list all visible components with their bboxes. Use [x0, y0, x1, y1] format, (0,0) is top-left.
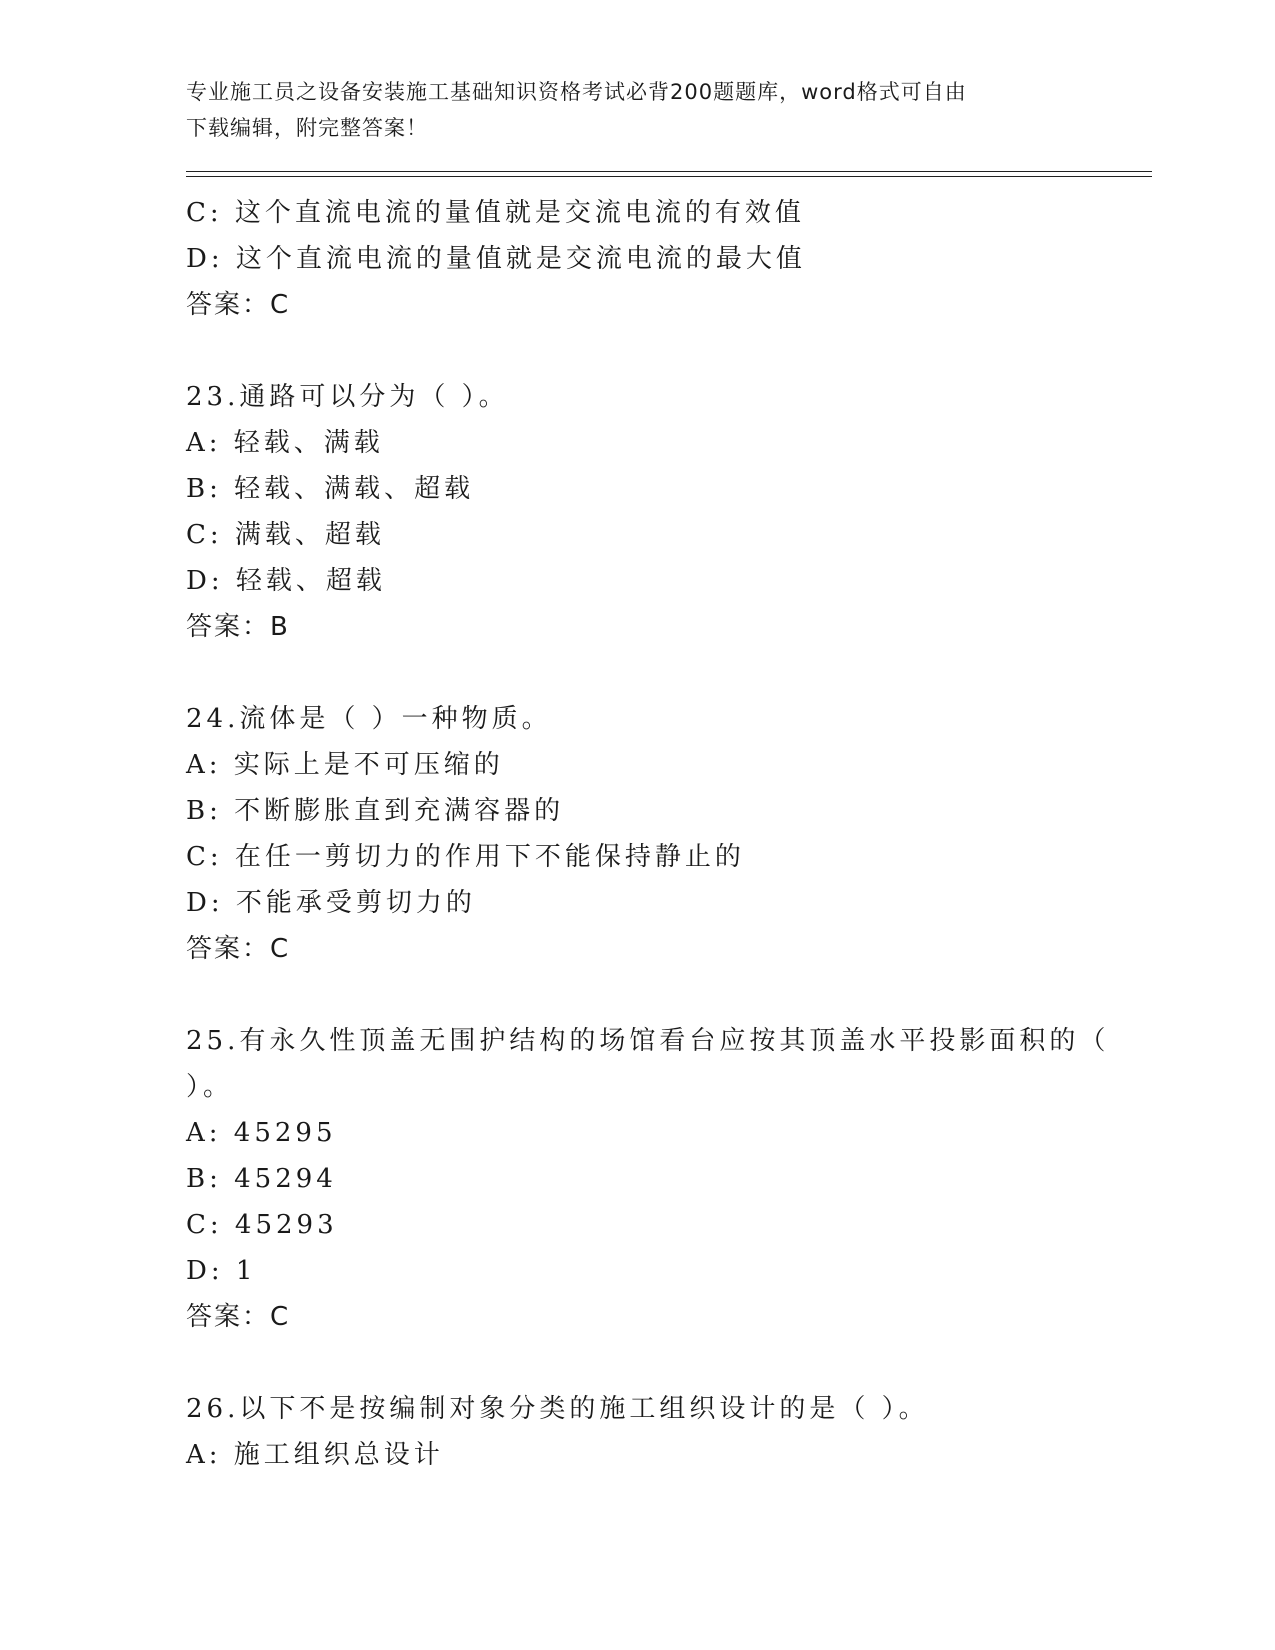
option-a: A: 45295 — [186, 1118, 337, 1148]
question-block-22 — [186, 190, 1146, 328]
option-b: B: 45294 — [186, 1164, 337, 1194]
option-d: D: 这个直流电流的量值就是交流电流的最大值 — [186, 244, 806, 274]
question-spacer — [186, 328, 1146, 374]
question-block-23 — [186, 374, 1146, 650]
answer-line: 答案：C — [186, 1302, 291, 1332]
question-text-line1: 25.有永久性顶盖无围护结构的场馆看台应按其顶盖水平投影面积的（ — [186, 1026, 1110, 1056]
answer-line: 答案：B — [186, 612, 290, 642]
option-a: A: 实际上是不可压缩的 — [186, 750, 504, 780]
option-a: A: 施工组织总设计 — [186, 1440, 444, 1470]
document-header — [186, 74, 1066, 146]
answer-line: 答案：C — [186, 290, 291, 320]
question-block-24 — [186, 696, 1146, 972]
option-c: C: 满载、超载 — [186, 520, 385, 550]
answer-line: 答案：C — [186, 934, 291, 964]
question-block-26 — [186, 1386, 1146, 1478]
header-divider-bottom — [186, 176, 1152, 177]
option-a: A: 轻载、满载 — [186, 428, 384, 458]
option-d: D: 1 — [186, 1256, 257, 1286]
option-c: C: 这个直流电流的量值就是交流电流的有效值 — [186, 198, 805, 228]
option-b: B: 不断膨胀直到充满容器的 — [186, 796, 565, 826]
question-text: 24.流体是（ ）一种物质。 — [186, 704, 552, 734]
option-c: C: 在任一剪切力的作用下不能保持静止的 — [186, 842, 745, 872]
header-title-line2: 下载编辑，附完整答案！ — [186, 116, 428, 140]
question-spacer — [186, 1340, 1146, 1386]
question-spacer — [186, 650, 1146, 696]
option-c: C: 45293 — [186, 1210, 338, 1240]
question-text: 26.以下不是按编制对象分类的施工组织设计的是（ ）。 — [186, 1394, 929, 1424]
question-list — [186, 190, 1146, 1478]
question-text: 23.通路可以分为（ ）。 — [186, 382, 509, 412]
question-text-line2: ）。 — [186, 1072, 234, 1102]
question-block-25 — [186, 1018, 1146, 1340]
header-divider-top — [186, 171, 1152, 172]
question-spacer — [186, 972, 1146, 1018]
option-d: D: 不能承受剪切力的 — [186, 888, 476, 918]
option-b: B: 轻载、满载、超载 — [186, 474, 475, 504]
option-d: D: 轻载、超载 — [186, 566, 386, 596]
header-title-line1: 专业施工员之设备安装施工基础知识资格考试必背200题题库，word格式可自由 — [186, 80, 967, 104]
